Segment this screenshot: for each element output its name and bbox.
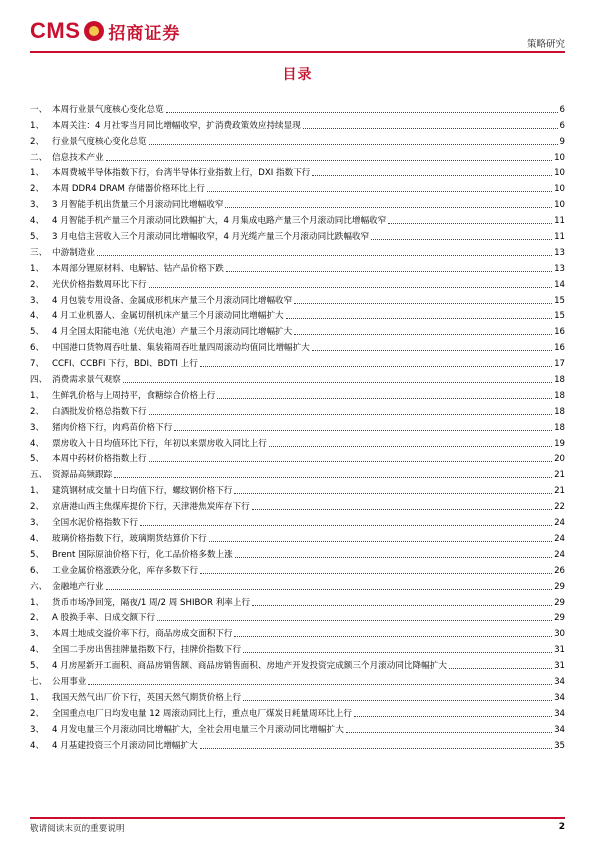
toc-entry-number: 1、 xyxy=(30,120,45,131)
toc-entry-label: 金融地产行业 xyxy=(52,581,104,592)
toc-entry-label: 信息技术产业 xyxy=(52,152,104,163)
toc-entry-label: 全国重点电厂日均发电量 12 周滚动同比上行，重点电厂煤炭日耗量周环比上行 xyxy=(52,708,352,719)
toc-leader-dots xyxy=(286,318,552,319)
toc-entry-number: 3、 xyxy=(30,518,45,529)
toc-entry-label: 4 月房屋新开工面积、商品房销售额、商品房销售面积、房地产开发投资完成额三个月滚动同比降幅扩大 xyxy=(52,661,447,672)
toc-leader-dots xyxy=(252,509,552,510)
toc-entry-label: CCFI、CCBFI 下行，BDI、BDTI 上行 xyxy=(52,359,198,370)
toc-leader-dots xyxy=(312,350,552,351)
toc-leader-dots xyxy=(371,239,552,240)
toc-title: 目录 xyxy=(282,67,313,83)
toc-section-entry[interactable] xyxy=(30,148,565,164)
toc-entry-label: 光伏价格指数周环比下行 xyxy=(52,279,147,290)
toc-leader-dots xyxy=(200,748,552,749)
toc-entry-page: 13 xyxy=(554,247,565,258)
toc-leader-dots xyxy=(106,589,552,590)
toc-entry-page: 18 xyxy=(554,422,565,433)
toc-entry[interactable] xyxy=(30,259,565,275)
toc-entry-label: 本周土地成交溢价率下行，商品房成交面积下行 xyxy=(52,629,233,640)
logo-brand: CMS xyxy=(30,18,81,43)
toc-entry-page: 18 xyxy=(554,375,565,386)
toc-entry-page: 10 xyxy=(554,152,565,163)
toc-entry-page: 17 xyxy=(554,359,565,370)
toc-entry-page: 15 xyxy=(554,295,565,306)
toc-entry-page: 10 xyxy=(554,200,565,211)
toc-entry[interactable] xyxy=(30,164,565,180)
toc-leader-dots xyxy=(149,287,553,288)
logo-chinese-name: 招商证券 xyxy=(108,23,181,44)
toc-entry-number: 1、 xyxy=(30,168,45,179)
toc-entry[interactable] xyxy=(30,688,565,704)
toc-entry-number: 4、 xyxy=(30,216,45,227)
toc-entry-number: 3、 xyxy=(30,295,45,306)
toc-entry-label: 中游制造业 xyxy=(52,247,95,258)
toc-entry[interactable] xyxy=(30,322,565,338)
company-logo xyxy=(30,18,180,44)
page-header xyxy=(30,14,565,50)
toc-leader-dots xyxy=(114,477,552,478)
toc-entry-number: 2、 xyxy=(30,279,45,290)
toc-entry-label: 4 月工业机器人、金属切削机床产量三个月滚动同比增幅扩大 xyxy=(52,311,284,322)
toc-entry-page: 24 xyxy=(554,533,565,544)
toc-section-entry[interactable] xyxy=(30,672,565,688)
toc-entry-number: 4、 xyxy=(30,645,45,656)
toc-entry-number: 5、 xyxy=(30,661,45,672)
toc-entry-label: 票房收入十日均值环比下行，年初以来票房收入同比上行 xyxy=(52,438,267,449)
toc-leader-dots xyxy=(235,557,552,558)
toc-entry-page: 29 xyxy=(554,597,565,608)
toc-leader-dots xyxy=(294,303,552,304)
toc-entry[interactable] xyxy=(30,720,565,736)
toc-entry-page: 10 xyxy=(554,168,565,179)
toc-section-entry[interactable] xyxy=(30,370,565,386)
toc-entry-label: 货币市场净回笼，隔夜/1 周/2 周 SHIBOR 利率上行 xyxy=(52,597,251,608)
toc-entry-number: 五、 xyxy=(30,470,48,481)
toc-entry-number: 2、 xyxy=(30,406,45,417)
toc-entry-page: 6 xyxy=(559,104,565,115)
toc-entry-number: 四、 xyxy=(30,375,48,386)
toc-entry-number: 1、 xyxy=(30,597,45,608)
toc-leader-dots xyxy=(252,605,552,606)
toc-entry-page: 31 xyxy=(554,645,565,656)
toc-entry-number: 6、 xyxy=(30,343,45,354)
table-of-contents xyxy=(30,100,565,752)
toc-entry-number: 1、 xyxy=(30,263,45,274)
toc-leader-dots xyxy=(149,414,553,415)
toc-entry-label: 4 月智能手机产量三个月滚动同比跌幅扩大，4 月集成电路产量三个月滚动同比增幅收窄 xyxy=(52,216,387,227)
toc-leader-dots xyxy=(234,493,552,494)
toc-leader-dots xyxy=(354,716,552,717)
toc-entry-label: 3 月电信主营收入三个月滚动同比增幅收窄，4 月光缆产量三个月滚动同比跌幅收窄 xyxy=(52,232,370,243)
toc-entry-page: 10 xyxy=(554,184,565,195)
toc-entry-label: 本周关注：4 月社零当月同比增幅收窄，扩消费政策效应持续显现 xyxy=(52,120,301,131)
toc-entry[interactable] xyxy=(30,609,565,625)
toc-entry[interactable] xyxy=(30,179,565,195)
toc-entry[interactable] xyxy=(30,402,565,418)
toc-entry-label: 本周行业景气度核心变化总览 xyxy=(52,104,164,115)
toc-entry[interactable] xyxy=(30,116,565,132)
toc-entry-number: 4、 xyxy=(30,311,45,322)
toc-entry[interactable] xyxy=(30,593,565,609)
toc-entry[interactable] xyxy=(30,561,565,577)
toc-entry-label: 京唐港山西主焦煤库提价下行，天津港焦炭库存下行 xyxy=(52,502,250,513)
toc-entry[interactable] xyxy=(30,624,565,640)
toc-entry-label: 本周部分锂原材料、电解钴、钴产品价格下跌 xyxy=(52,263,224,274)
toc-entry-page: 24 xyxy=(554,549,565,560)
footer-divider xyxy=(30,817,565,819)
toc-entry-label: 工业金属价格涨跌分化，库存多数下行 xyxy=(52,565,199,576)
toc-entry-page: 35 xyxy=(554,740,565,751)
toc-entry-number: 3、 xyxy=(30,724,45,735)
toc-entry[interactable] xyxy=(30,704,565,720)
toc-leader-dots xyxy=(449,668,552,669)
toc-entry-number: 一、 xyxy=(30,104,48,115)
toc-entry-label: 全国水泥价格指数下行 xyxy=(52,518,138,529)
toc-entry[interactable] xyxy=(30,354,565,370)
toc-leader-dots xyxy=(226,271,552,272)
toc-leader-dots xyxy=(346,732,552,733)
toc-entry-label: 本周费城半导体指数下行，台湾半导体行业指数上行，DXI 指数下行 xyxy=(52,168,311,179)
toc-leader-dots xyxy=(157,620,552,621)
toc-entry[interactable] xyxy=(30,434,565,450)
toc-entry-page: 29 xyxy=(554,581,565,592)
toc-entry-number: 三、 xyxy=(30,247,48,258)
toc-entry-label: 玻璃价格指数下行，玻璃期货结算价下行 xyxy=(52,533,207,544)
toc-entry[interactable] xyxy=(30,132,565,148)
toc-entry-label: 本周 DDR4 DRAM 存储器价格环比上行 xyxy=(52,184,205,195)
toc-entry[interactable] xyxy=(30,736,565,752)
toc-entry-number: 5、 xyxy=(30,549,45,560)
toc-entry-page: 9 xyxy=(559,136,565,147)
toc-entry-page: 34 xyxy=(554,708,565,719)
toc-entry[interactable] xyxy=(30,545,565,561)
toc-entry-label: 3 月智能手机出货量三个月滚动同比增幅收窄 xyxy=(52,200,224,211)
toc-section-entry[interactable] xyxy=(30,577,565,593)
logo-seal-icon xyxy=(84,21,104,41)
toc-entry-number: 2、 xyxy=(30,136,45,147)
toc-entry-page: 26 xyxy=(554,565,565,576)
toc-entry-number: 2、 xyxy=(30,708,45,719)
toc-section-entry[interactable] xyxy=(30,100,565,116)
toc-entry-number: 七、 xyxy=(30,676,48,687)
toc-entry[interactable] xyxy=(30,450,565,466)
toc-entry-number: 1、 xyxy=(30,486,45,497)
toc-entry-number: 5、 xyxy=(30,454,45,465)
toc-entry[interactable] xyxy=(30,418,565,434)
document-type: 策略研究 xyxy=(526,39,565,50)
toc-entry-page: 20 xyxy=(554,454,565,465)
toc-entry-number: 5、 xyxy=(30,327,45,338)
toc-entry-page: 34 xyxy=(554,676,565,687)
toc-entry-number: 4、 xyxy=(30,740,45,751)
toc-entry[interactable] xyxy=(30,211,565,227)
toc-entry-label: 4 月全国太阳能电池（光伏电池）产量三个月滚动同比增幅扩大 xyxy=(52,327,293,338)
toc-entry-page: 24 xyxy=(554,518,565,529)
toc-leader-dots xyxy=(149,144,558,145)
toc-entry-page: 11 xyxy=(554,232,565,243)
toc-entry[interactable] xyxy=(30,227,565,243)
toc-leader-dots xyxy=(225,207,552,208)
toc-entry-page: 29 xyxy=(554,613,565,624)
toc-entry-page: 30 xyxy=(554,629,565,640)
toc-entry-page: 31 xyxy=(554,661,565,672)
toc-entry[interactable] xyxy=(30,481,565,497)
toc-entry-label: 4 月发电量三个月滚动同比增幅扩大，全社会用电量三个月滚动同比增幅扩大 xyxy=(52,724,344,735)
toc-entry-number: 3、 xyxy=(30,200,45,211)
toc-entry-page: 18 xyxy=(554,390,565,401)
toc-entry[interactable] xyxy=(30,275,565,291)
toc-entry-label: Brent 国际原油价格下行，化工品价格多数上涨 xyxy=(52,549,233,560)
toc-entry-page: 34 xyxy=(554,724,565,735)
toc-entry[interactable] xyxy=(30,656,565,672)
toc-entry-number: 6、 xyxy=(30,565,45,576)
toc-entry-page: 19 xyxy=(554,438,565,449)
toc-entry-label: 全国二手房出售挂牌量指数下行，挂牌价指数下行 xyxy=(52,645,242,656)
toc-entry-page: 11 xyxy=(554,216,565,227)
toc-entry-label: 4 月基建投资三个月滚动同比增幅扩大 xyxy=(52,740,198,751)
toc-entry-label: 建筑钢材成交量十日均值下行，螺纹钢价格下行 xyxy=(52,486,233,497)
toc-entry-label: 我国天然气出厂价下行，英国天然气期货价格上行 xyxy=(52,692,242,703)
header-divider xyxy=(30,51,565,53)
toc-leader-dots xyxy=(303,128,558,129)
toc-entry-label: A 股换手率、日成交额下行 xyxy=(52,613,156,624)
page-number: 2 xyxy=(558,822,565,832)
toc-entry[interactable] xyxy=(30,513,565,529)
toc-entry[interactable] xyxy=(30,307,565,323)
toc-entry-number: 7、 xyxy=(30,359,45,370)
toc-entry-number: 2、 xyxy=(30,184,45,195)
toc-entry-number: 六、 xyxy=(30,581,48,592)
toc-leader-dots xyxy=(97,255,552,256)
toc-entry-number: 2、 xyxy=(30,502,45,513)
toc-entry-number: 1、 xyxy=(30,692,45,703)
toc-entry[interactable] xyxy=(30,195,565,211)
toc-entry-page: 15 xyxy=(554,311,565,322)
toc-entry-label: 行业景气度核心变化总览 xyxy=(52,136,147,147)
toc-entry-label: 消费需求景气观察 xyxy=(52,375,121,386)
toc-entry[interactable] xyxy=(30,338,565,354)
toc-leader-dots xyxy=(312,175,552,176)
toc-leader-dots xyxy=(166,112,558,113)
toc-section-entry[interactable] xyxy=(30,465,565,481)
toc-leader-dots xyxy=(294,334,552,335)
toc-entry-page: 34 xyxy=(554,692,565,703)
footer-disclaimer: 敬请阅读末页的重要说明 xyxy=(30,824,125,834)
toc-entry-number: 2、 xyxy=(30,613,45,624)
toc-entry-page: 21 xyxy=(554,486,565,497)
toc-entry-label: 本周中药材价格指数上行 xyxy=(52,454,147,465)
toc-leader-dots xyxy=(243,700,552,701)
toc-leader-dots xyxy=(123,382,552,383)
toc-entry[interactable] xyxy=(30,291,565,307)
toc-entry-number: 4、 xyxy=(30,438,45,449)
toc-leader-dots xyxy=(174,430,552,431)
toc-leader-dots xyxy=(234,636,552,637)
toc-leader-dots xyxy=(140,525,552,526)
toc-leader-dots xyxy=(209,541,552,542)
toc-entry-label: 白酒批发价格总指数下行 xyxy=(52,406,147,417)
toc-entry-page: 21 xyxy=(554,470,565,481)
toc-entry-page: 18 xyxy=(554,406,565,417)
toc-entry-label: 4 月包装专用设备、金属成形机床产量三个月滚动同比增幅收窄 xyxy=(52,295,293,306)
toc-entry[interactable] xyxy=(30,497,565,513)
toc-entry-label: 中国港口货物周吞吐量、集装箱周吞吐量四周滚动均值同比增幅扩大 xyxy=(52,343,310,354)
toc-entry-label: 公用事业 xyxy=(52,676,87,687)
toc-leader-dots xyxy=(207,191,552,192)
toc-entry-page: 22 xyxy=(554,502,565,513)
toc-entry-page: 14 xyxy=(554,279,565,290)
toc-entry-number: 5、 xyxy=(30,232,45,243)
toc-leader-dots xyxy=(106,160,552,161)
toc-entry-label: 生鲜乳价格与上周持平，食糖综合价格上行 xyxy=(52,390,216,401)
toc-leader-dots xyxy=(217,398,552,399)
toc-entry-page: 6 xyxy=(559,120,565,131)
toc-entry-number: 4、 xyxy=(30,533,45,544)
toc-entry-number: 3、 xyxy=(30,422,45,433)
toc-entry[interactable] xyxy=(30,640,565,656)
toc-leader-dots xyxy=(200,573,552,574)
toc-entry[interactable] xyxy=(30,386,565,402)
toc-entry-label: 资源品高频跟踪 xyxy=(52,470,113,481)
toc-leader-dots xyxy=(149,461,553,462)
toc-leader-dots xyxy=(388,223,552,224)
toc-section-entry[interactable] xyxy=(30,243,565,259)
toc-entry-label: 猪肉价格下行，肉鸡苗价格下行 xyxy=(52,422,173,433)
toc-entry[interactable] xyxy=(30,529,565,545)
toc-leader-dots xyxy=(200,366,552,367)
toc-entry-page: 16 xyxy=(554,327,565,338)
toc-leader-dots xyxy=(243,652,552,653)
toc-entry-page: 13 xyxy=(554,263,565,274)
toc-entry-page: 16 xyxy=(554,343,565,354)
toc-entry-number: 二、 xyxy=(30,152,48,163)
toc-leader-dots xyxy=(269,446,552,447)
toc-leader-dots xyxy=(88,684,552,685)
toc-entry-number: 1、 xyxy=(30,390,45,401)
toc-entry-number: 3、 xyxy=(30,629,45,640)
